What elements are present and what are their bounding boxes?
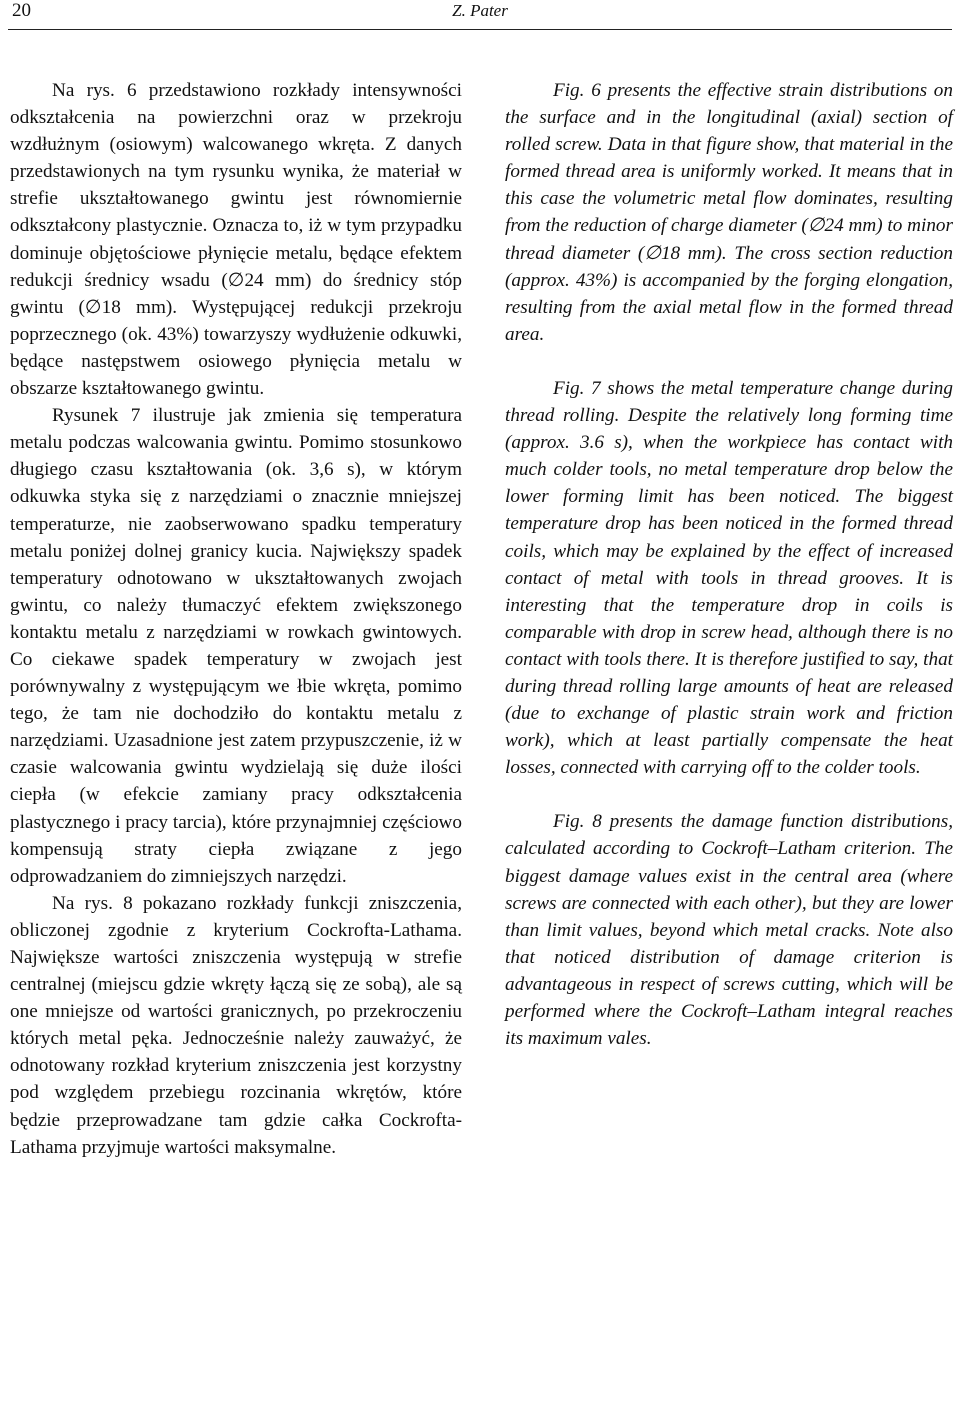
paragraph-fig8-en: Fig. 8 presents the damage function distributions, calculated according to Cockroft–Latham criterion. The biggest damage values exist in the central area (where screws are connected with each other), but they are lower than limit values, beyond which metal cracks. Note also that noticed distribution of damage criterion is advantageous in respect of screws cutting, which will be performed where the Cockroft–Latham integral reaches its maximum vales. xyxy=(505,811,953,1050)
header-rule xyxy=(8,29,952,30)
polish-text-column xyxy=(10,77,462,1161)
running-title: Z. Pater xyxy=(452,1,508,20)
page-number: 20 xyxy=(12,0,31,21)
english-text-column xyxy=(505,77,953,1052)
paragraph-fig7-en: Fig. 7 shows the metal temperature change during thread rolling. Despite the relatively long forming time (approx. 3.6 s), when the workpiece has contact with much colder tools, no metal temperature drop below the lower forming limit has been noticed. The biggest temperature drop has been noticed in the formed thread coils, which may be explained by the effect of increased contact of metal with tools in thread grooves. It is interesting that the temperature drop in coils is comparable with drop in screw head, although there is no contact with tools there. It is therefore justified to say, that during thread rolling large amounts of heat are released (due to exchange of plastic strain work and friction work), which at least partially compensate the heat losses, connected with carrying off to the colder tools. xyxy=(505,377,953,779)
page-header xyxy=(0,0,960,34)
paragraph-fig6-pl: Na rys. 6 przedstawiono rozkłady intensywności odkształcenia na powierzchni oraz w przekroju wzdłużnym (osiowym) walcowanego wkręta. Z danych przedstawionych na tym rysunku wynika, że materiał w strefie ukształtowanego gwintu jest równomiernie odkształcony plastycznie. Oznacza to, iż w tym przypadku dominuje objętościowe płynięcie metalu, będące efektem redukcji średnicy wsadu (∅24 mm) do średnicy stóp gwintu (∅18 mm). Występującej redukcji przekroju poprzecznego (ok. 43%) towarzyszy wydłużenie odkuwki, będące następstwem osiowego płynięcia metalu w obszarze kształtowanego gwintu. xyxy=(10,80,462,400)
paragraph-fig8-pl: Na rys. 8 pokazano rozkłady funkcji zniszczenia, obliczonej zgodnie z kryterium Cockrofta-Lathama. Największe wartości zniszczenia występują w strefie centralnej (miejscu gdzie wkręty łączą się ze sobą), ale są one mniejsze od wartości granicznych, po przekroczeniu których metal pęka. Jednocześnie należy zauważyć, że odnotowany rozkład kryterium zniszczenia jest korzystny pod względem przebiegu rozcinania wkrętów, które będzie przeprowadzane tam gdzie całka Cockrofta-Lathama przyjmuje wartości maksymalne. xyxy=(10,892,462,1158)
paragraph-fig6-en: Fig. 6 presents the effective strain distributions on the surface and in the longitudinal (axial) section of rolled screw. Data in that figure show, that material in the formed thread area is uniformly worked. It means that in this case the volumetric metal flow dominates, resulting from the reduction of charge diameter (∅24 mm) to minor thread diameter (∅18 mm). The cross section reduction (approx. 43%) is accompanied by the forging elongation, resulting from the axial metal flow in the formed thread area. xyxy=(505,80,953,345)
paragraph-fig7-pl: Rysunek 7 ilustruje jak zmienia się temperatura metalu podczas walcowania gwintu. Pomimo stosunkowo długiego czasu kształtowania (ok. 3,6 s), w którym odkuwka styka się z narzędziami o znacznie mniejszej temperaturze, nie zaobserwowano spadku temperatury metalu poniżej dolnej granicy kucia. Największy spadek temperatury odnotowano w ukształtowanych zwojach gwintu, co należy tłumaczyć efektem zwiększonego kontaktu metalu z narzędziami w rowkach gwintowych. Co ciekawe spadek temperatury w zwojach jest porównywalny z występującym we łbie wkręta, pomimo tego, że tam nie dochodziło do kontaktu metalu z narzędziami. Uzasadnione jest zatem przypuszczenie, iż w czasie walcowania gwintu wydzielają się duże ilości ciepła (w efekcie zamiany pracy odkształcenia plastycznego i pracy tarcia), które przynajmniej częściowo kompensują straty ciepła związane z jego odprowadzaniem do zimniejszych narzędzi. xyxy=(10,405,462,887)
